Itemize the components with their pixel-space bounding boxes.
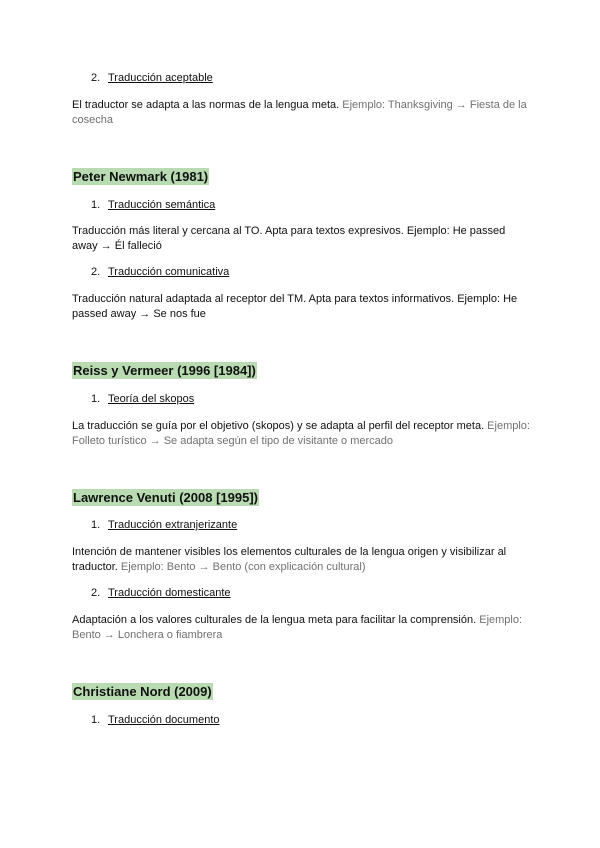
section-heading: Peter Newmark (1981) (73, 169, 209, 184)
paragraph-text: Traducción más literal y cercana al TO. Apta para textos expresivos. Ejemplo: He passed away → Él falleció (72, 225, 506, 252)
example-text: Ejemplo: Bento → Bento (con explicación cultural) (117, 561, 366, 573)
paragraph-text: El traductor se adapta a las normas de la lengua meta. (72, 99, 340, 111)
list-item-traduccion-semantica (91, 199, 215, 212)
list-label: Traducción aceptable (108, 72, 213, 84)
list-item-traduccion-domesticante (91, 587, 231, 600)
section-heading: Lawrence Venuti (2008 [1995]) (73, 490, 258, 505)
list-number: 1. (91, 199, 101, 211)
paragraph (72, 224, 532, 254)
list-item-traduccion-extranjerizante (91, 519, 237, 532)
section-heading: Christiane Nord (2009) (73, 684, 212, 699)
list-label: Teoría del skopos (108, 393, 195, 405)
paragraph (72, 613, 532, 643)
list-number: 1. (91, 519, 101, 531)
list-number: 1. (91, 393, 101, 405)
example-text: Ejemplo: Folleto turístico → Se adapta según el tipo de visitante o mercado (72, 420, 530, 447)
list-item-traduccion-comunicativa (91, 266, 229, 279)
example-text: Ejemplo: Bento → Lonchera o fiambrera (72, 614, 523, 641)
paragraph (72, 419, 532, 449)
list-item-traduccion-aceptable (91, 72, 213, 85)
paragraph (72, 98, 532, 128)
list-label: Traducción documento (108, 714, 220, 726)
paragraph-text: Traducción natural adaptada al receptor del TM. Apta para textos informativos. Ejemplo: He passed away → Se nos fue (72, 293, 518, 320)
list-number: 2. (91, 72, 101, 84)
section-heading: Reiss y Vermeer (1996 [1984]) (73, 363, 256, 378)
list-label: Traducción extranjerizante (108, 519, 238, 531)
paragraph (72, 545, 532, 575)
list-number: 2. (91, 587, 101, 599)
list-label: Traducción comunicativa (108, 266, 230, 278)
list-number: 2. (91, 266, 101, 278)
paragraph (72, 292, 532, 322)
list-label: Traducción domesticante (108, 587, 231, 599)
list-label: Traducción semántica (108, 199, 216, 211)
list-item-teoria-skopos (91, 393, 194, 406)
list-number: 1. (91, 714, 101, 726)
paragraph-text: La traducción se guía por el objetivo (skopos) y se adapta al perfil del receptor meta. (72, 420, 485, 432)
paragraph-text: Adaptación a los valores culturales de la lengua meta para facilitar la comprensión. (72, 614, 477, 626)
list-item-traduccion-documento (91, 714, 220, 727)
paragraph-text: Intención de mantener visibles los elementos culturales de la lengua origen y visibilizar al traductor. (72, 546, 507, 573)
example-text: Ejemplo: Thanksgiving → Fiesta de la cosecha (72, 99, 527, 126)
